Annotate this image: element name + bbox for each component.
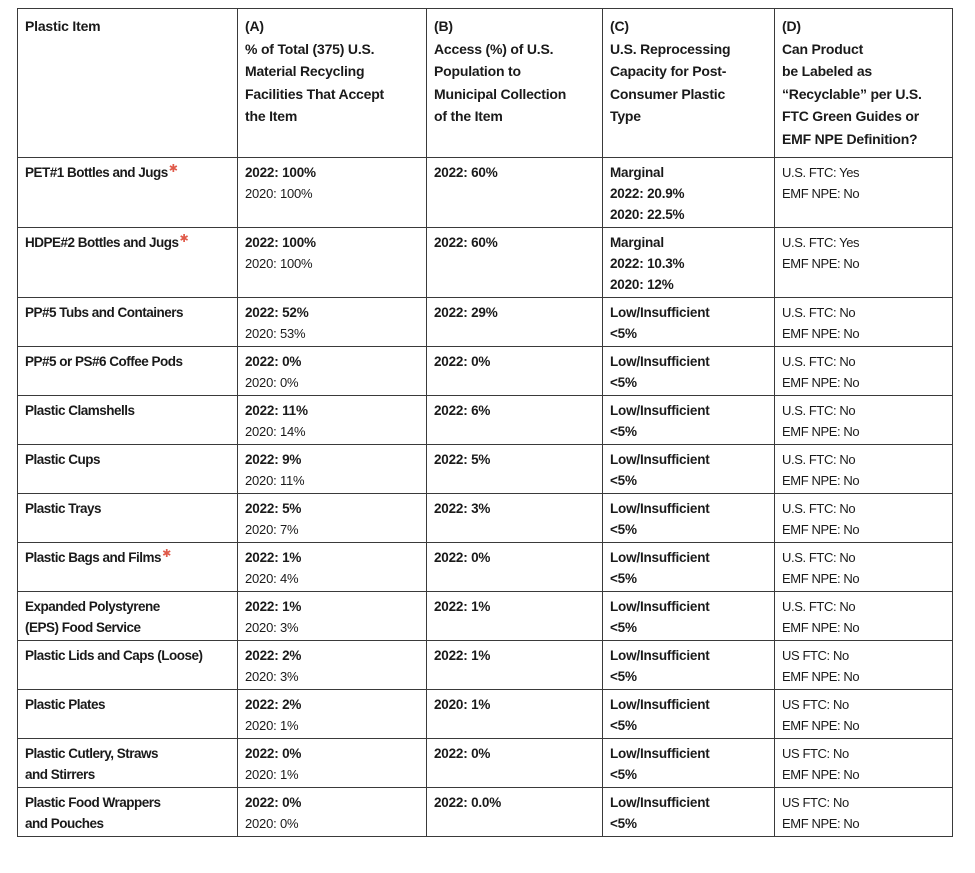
item-name-line [25, 596, 230, 617]
label-status-line: EMF NPE: No [782, 326, 860, 341]
cell-col-a [238, 228, 427, 298]
item-name-line [25, 694, 230, 715]
label-status-line: U.S. FTC: No [782, 501, 856, 516]
cell-plastic-item [18, 739, 238, 788]
cell-plastic-item [18, 298, 238, 347]
header-line: Consumer Plastic [610, 85, 726, 102]
access-value: 2022: 60% [434, 235, 498, 250]
label-status-line: EMF NPE: No [782, 767, 860, 782]
cell-col-b [427, 396, 603, 445]
item-name-text: Plastic Lids and Caps (Loose) [25, 648, 203, 663]
access-value: 2022: 0% [434, 746, 491, 761]
cell-col-b [427, 347, 603, 396]
header-line: Population to [434, 63, 521, 79]
cell-col-b [427, 298, 603, 347]
item-name-line [25, 449, 230, 470]
cell-col-c [603, 298, 775, 347]
label-status-line: U.S. FTC: Yes [782, 165, 860, 180]
item-name-line [25, 351, 230, 372]
cell-col-a [238, 347, 427, 396]
header-letter: (B) [434, 18, 453, 34]
capacity-line: Low/Insufficient [610, 599, 710, 614]
header-line: the Item [245, 108, 298, 124]
cell-col-c [603, 228, 775, 298]
value-2022: 2022: 9% [245, 452, 302, 467]
capacity-line: Low/Insufficient [610, 452, 710, 467]
table-row [18, 641, 953, 690]
label-status-line: EMF NPE: No [782, 424, 860, 439]
item-name-text: PP#5 Tubs and Containers [25, 305, 184, 320]
item-name [25, 547, 230, 568]
cell-col-a [238, 739, 427, 788]
item-name-line [25, 498, 230, 519]
item-name [25, 498, 230, 519]
label-status-line: U.S. FTC: No [782, 599, 856, 614]
header-line: Access (%) of U.S. [434, 40, 554, 57]
cell-col-c [603, 788, 775, 837]
cell-col-a [238, 298, 427, 347]
capacity-line: <5% [610, 326, 637, 341]
item-name [25, 645, 230, 666]
cell-col-d [775, 788, 953, 837]
value-2022: 2022: 0% [245, 795, 302, 810]
header-plastic-item [18, 9, 238, 158]
value-2022: 2022: 11% [245, 403, 308, 418]
cell-col-d [775, 298, 953, 347]
item-name-line [25, 645, 230, 666]
header-line: Capacity for Post- [610, 63, 727, 79]
item-name-line [25, 547, 230, 568]
value-2020: 2020: 4% [245, 571, 299, 586]
cell-col-b [427, 228, 603, 298]
header-line: of the Item [434, 108, 503, 124]
cell-plastic-item [18, 592, 238, 641]
item-name-line [25, 162, 230, 183]
cell-col-d [775, 690, 953, 739]
header-letter: (C) [610, 18, 629, 34]
capacity-line: <5% [610, 473, 637, 488]
header-line: Municipal Collection [434, 85, 567, 102]
cell-plastic-item [18, 494, 238, 543]
capacity-line: Low/Insufficient [610, 501, 710, 516]
header-line: be Labeled as [782, 63, 872, 79]
cell-plastic-item [18, 445, 238, 494]
item-name-line [25, 302, 230, 323]
label-status-line: EMF NPE: No [782, 473, 860, 488]
cell-col-d [775, 347, 953, 396]
capacity-line: 2022: 10.3% [610, 256, 685, 271]
value-2022: 2022: 1% [245, 599, 302, 614]
item-name [25, 792, 230, 834]
footnote-marker-icon: ✱ [179, 232, 189, 245]
value-2020: 2020: 100% [245, 256, 313, 271]
item-name-text: Plastic Bags and Films [25, 550, 162, 565]
cell-col-d [775, 228, 953, 298]
item-name-text: Expanded Polystyrene [25, 599, 160, 614]
header-col-d [775, 9, 953, 158]
cell-col-c [603, 445, 775, 494]
footnote-marker-icon: ✱ [162, 547, 171, 560]
cell-col-c [603, 396, 775, 445]
header-line: EMF NPE Definition? [782, 130, 918, 147]
item-name-text: Plastic Clamshells [25, 403, 135, 418]
table-row [18, 158, 953, 228]
header-line: Can Product [782, 40, 864, 57]
item-name-text: Plastic Cutlery, Straws [25, 746, 159, 761]
capacity-line: Marginal [610, 165, 664, 180]
capacity-line: Low/Insufficient [610, 403, 710, 418]
cell-col-c [603, 347, 775, 396]
header-col-b [427, 9, 603, 158]
capacity-line: Marginal [610, 235, 664, 250]
value-2022: 2022: 100% [245, 165, 316, 180]
value-2020: 2020: 14% [245, 424, 306, 439]
cell-col-c [603, 592, 775, 641]
cell-col-b [427, 445, 603, 494]
access-value: 2022: 29% [434, 305, 498, 320]
label-status-line: US FTC: No [782, 697, 849, 712]
cell-col-a [238, 445, 427, 494]
header-line: “Recyclable” per U.S. [782, 85, 922, 102]
cell-plastic-item [18, 228, 238, 298]
item-name-text: and Stirrers [25, 767, 95, 782]
header-letter: (A) [245, 18, 264, 34]
recyclability-table [17, 8, 953, 837]
table-row [18, 592, 953, 641]
cell-col-a [238, 641, 427, 690]
value-2022: 2022: 0% [245, 354, 302, 369]
capacity-line: <5% [610, 718, 637, 733]
label-status-line: U.S. FTC: No [782, 550, 856, 565]
cell-col-b [427, 494, 603, 543]
label-status-line: US FTC: No [782, 648, 849, 663]
header-col-c [603, 9, 775, 158]
item-name [25, 596, 230, 638]
cell-col-b [427, 158, 603, 228]
item-name-line [25, 813, 230, 834]
header-letter: (D) [782, 18, 801, 34]
header-line: % of Total (375) U.S. [245, 40, 375, 57]
cell-col-b [427, 543, 603, 592]
cell-col-b [427, 788, 603, 837]
item-name-line [25, 232, 230, 253]
item-name [25, 743, 230, 785]
access-value: 2020: 1% [434, 697, 491, 712]
table-row [18, 788, 953, 837]
label-status-line: EMF NPE: No [782, 718, 860, 733]
table-row [18, 228, 953, 298]
item-name [25, 302, 230, 323]
footnote-marker-icon: ✱ [168, 162, 178, 175]
capacity-line: <5% [610, 375, 637, 390]
cell-col-a [238, 494, 427, 543]
item-name-text: Plastic Food Wrappers [25, 795, 161, 810]
capacity-line: Low/Insufficient [610, 305, 710, 320]
label-status-line: U.S. FTC: No [782, 354, 856, 369]
cell-col-b [427, 690, 603, 739]
table-row [18, 445, 953, 494]
access-value: 2022: 0% [434, 354, 491, 369]
cell-col-c [603, 494, 775, 543]
cell-col-a [238, 690, 427, 739]
item-name-text: PET#1 Bottles and Jugs [25, 165, 168, 180]
value-2020: 2020: 1% [245, 767, 299, 782]
cell-col-a [238, 158, 427, 228]
capacity-line: <5% [610, 424, 637, 439]
cell-plastic-item [18, 543, 238, 592]
header-line: Material Recycling [245, 63, 365, 79]
cell-col-d [775, 739, 953, 788]
label-status-line: EMF NPE: No [782, 256, 860, 271]
item-name-line [25, 792, 230, 813]
cell-col-c [603, 641, 775, 690]
access-value: 2022: 1% [434, 599, 491, 614]
cell-col-a [238, 396, 427, 445]
capacity-line: <5% [610, 522, 637, 537]
cell-col-d [775, 641, 953, 690]
header-line: U.S. Reprocessing [610, 40, 731, 57]
item-name-line [25, 617, 230, 638]
access-value: 2022: 3% [434, 501, 491, 516]
value-2020: 2020: 0% [245, 375, 299, 390]
table-row [18, 739, 953, 788]
value-2020: 2020: 1% [245, 718, 299, 733]
access-value: 2022: 1% [434, 648, 491, 663]
cell-col-d [775, 543, 953, 592]
header-row [18, 9, 953, 158]
item-name-line [25, 764, 230, 785]
value-2020: 2020: 7% [245, 522, 299, 537]
table-row [18, 690, 953, 739]
item-name [25, 162, 230, 183]
label-status-line: U.S. FTC: No [782, 403, 856, 418]
capacity-line: <5% [610, 669, 637, 684]
table-row [18, 396, 953, 445]
capacity-line: <5% [610, 620, 637, 635]
cell-col-d [775, 592, 953, 641]
value-2022: 2022: 2% [245, 697, 302, 712]
table-row [18, 347, 953, 396]
capacity-line: 2020: 12% [610, 277, 674, 292]
value-2022: 2022: 100% [245, 235, 316, 250]
value-2020: 2020: 3% [245, 620, 299, 635]
cell-col-a [238, 543, 427, 592]
capacity-line: 2020: 22.5% [610, 207, 685, 222]
access-value: 2022: 0.0% [434, 795, 502, 810]
cell-plastic-item [18, 158, 238, 228]
capacity-line: Low/Insufficient [610, 550, 710, 565]
cell-col-c [603, 158, 775, 228]
item-name-text: PP#5 or PS#6 Coffee Pods [25, 354, 183, 369]
item-name [25, 351, 230, 372]
cell-plastic-item [18, 641, 238, 690]
item-name-line [25, 400, 230, 421]
table-row [18, 298, 953, 347]
item-name-text: (EPS) Food Service [25, 620, 141, 635]
label-status-line: EMF NPE: No [782, 620, 860, 635]
item-name [25, 400, 230, 421]
cell-plastic-item [18, 690, 238, 739]
label-status-line: U.S. FTC: No [782, 452, 856, 467]
value-2022: 2022: 0% [245, 746, 302, 761]
capacity-line: <5% [610, 571, 637, 586]
value-2020: 2020: 3% [245, 669, 299, 684]
label-status-line: EMF NPE: No [782, 375, 860, 390]
label-status-line: EMF NPE: No [782, 816, 860, 831]
header-line: FTC Green Guides or [782, 108, 919, 124]
header-col-a [238, 9, 427, 158]
capacity-line: Low/Insufficient [610, 697, 710, 712]
header-line: Plastic Item [25, 18, 101, 34]
cell-plastic-item [18, 396, 238, 445]
value-2020: 2020: 0% [245, 816, 299, 831]
item-name-text: Plastic Trays [25, 501, 102, 516]
cell-col-d [775, 445, 953, 494]
item-name [25, 232, 230, 253]
access-value: 2022: 0% [434, 550, 491, 565]
capacity-line: <5% [610, 816, 637, 831]
value-2020: 2020: 11% [245, 473, 305, 488]
item-name-text: Plastic Cups [25, 452, 101, 467]
cell-col-c [603, 690, 775, 739]
cell-col-d [775, 494, 953, 543]
value-2020: 2020: 100% [245, 186, 313, 201]
cell-col-c [603, 739, 775, 788]
label-status-line: U.S. FTC: Yes [782, 235, 860, 250]
value-2022: 2022: 52% [245, 305, 309, 320]
label-status-line: EMF NPE: No [782, 522, 860, 537]
access-value: 2022: 5% [434, 452, 491, 467]
cell-plastic-item [18, 788, 238, 837]
cell-col-c [603, 543, 775, 592]
cell-col-b [427, 641, 603, 690]
capacity-line: 2022: 20.9% [610, 186, 685, 201]
cell-col-d [775, 396, 953, 445]
item-name-text: HDPE#2 Bottles and Jugs [25, 235, 179, 250]
cell-col-b [427, 592, 603, 641]
label-status-line: U.S. FTC: No [782, 305, 856, 320]
item-name-text: Plastic Plates [25, 697, 106, 712]
table-row [18, 543, 953, 592]
cell-col-a [238, 788, 427, 837]
capacity-line: Low/Insufficient [610, 795, 710, 810]
capacity-line: <5% [610, 767, 637, 782]
value-2022: 2022: 1% [245, 550, 302, 565]
cell-col-d [775, 158, 953, 228]
label-status-line: EMF NPE: No [782, 186, 860, 201]
item-name [25, 449, 230, 470]
access-value: 2022: 60% [434, 165, 498, 180]
label-status-line: US FTC: No [782, 746, 849, 761]
value-2020: 2020: 53% [245, 326, 306, 341]
cell-col-a [238, 592, 427, 641]
table-row [18, 494, 953, 543]
cell-col-b [427, 739, 603, 788]
label-status-line: EMF NPE: No [782, 669, 860, 684]
label-status-line: EMF NPE: No [782, 571, 860, 586]
capacity-line: Low/Insufficient [610, 648, 710, 663]
label-status-line: US FTC: No [782, 795, 849, 810]
item-name-text: and Pouches [25, 816, 104, 831]
item-name-line [25, 743, 230, 764]
value-2022: 2022: 5% [245, 501, 302, 516]
header-line: Facilities That Accept [245, 85, 385, 102]
capacity-line: Low/Insufficient [610, 746, 710, 761]
item-name [25, 694, 230, 715]
value-2022: 2022: 2% [245, 648, 302, 663]
cell-plastic-item [18, 347, 238, 396]
access-value: 2022: 6% [434, 403, 491, 418]
table-body [18, 158, 953, 837]
capacity-line: Low/Insufficient [610, 354, 710, 369]
header-line: Type [610, 108, 641, 124]
